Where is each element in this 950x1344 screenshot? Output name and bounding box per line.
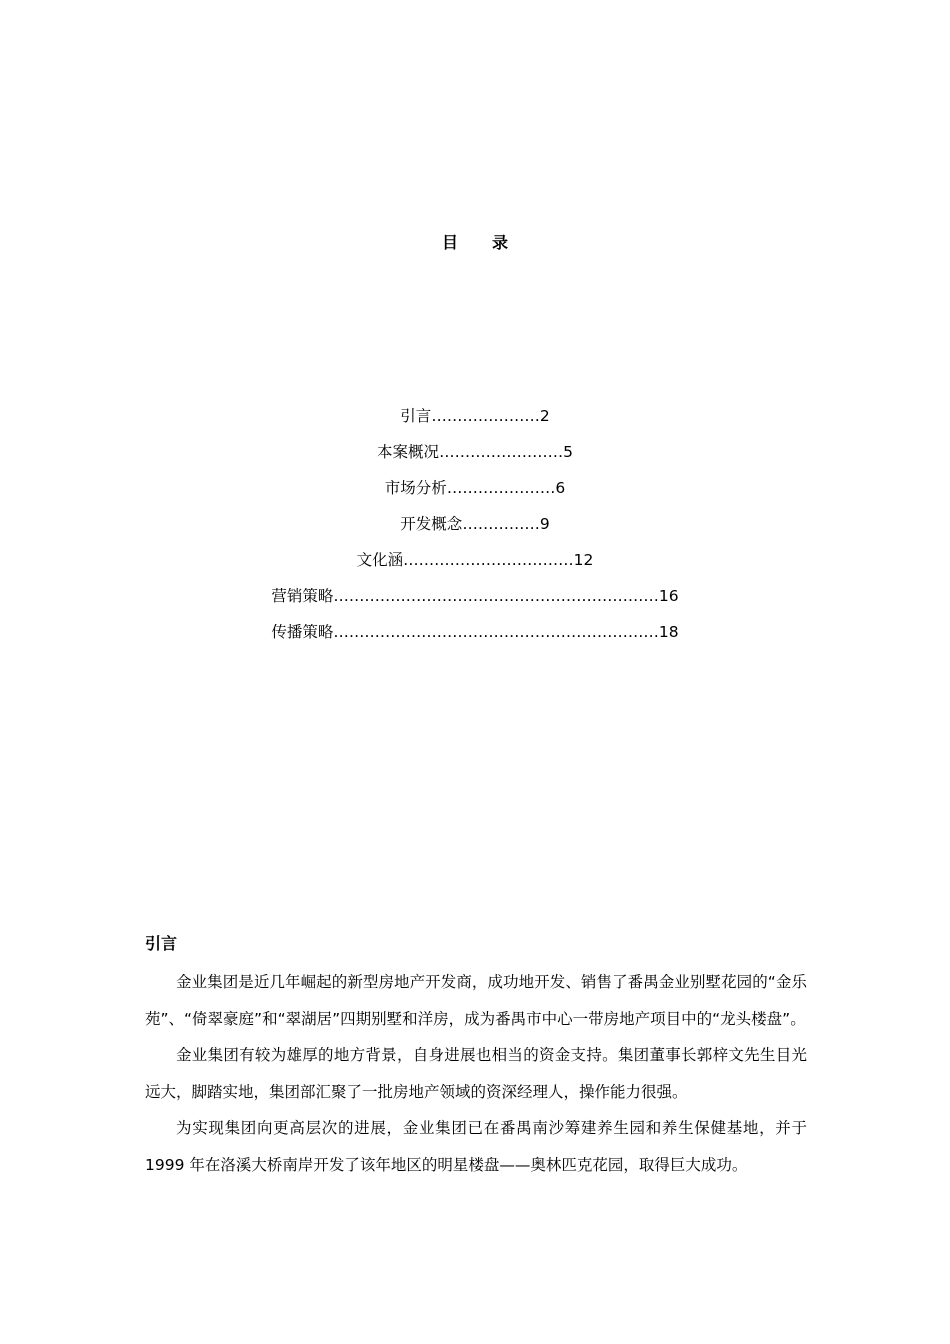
toc-entry-page: 2 bbox=[539, 407, 550, 425]
toc-entry[interactable] bbox=[0, 583, 950, 619]
toc-entry-page: 5 bbox=[563, 443, 573, 461]
toc-entry-page: 16 bbox=[658, 587, 679, 605]
intro-paragraph: 金业集团是近几年崛起的新型房地产开发商，成功地开发、销售了番禺金业别墅花园的“金乐苑”、“倚翠豪庭”和“翠湖居”四期别墅和洋房，成为番禺市中心一带房地产项目中的“龙头楼盘”。 bbox=[145, 973, 807, 1028]
toc-entry-page: 12 bbox=[573, 551, 594, 569]
toc-title-char-2: 录 bbox=[492, 233, 509, 252]
intro-paragraph: 金业集团有较为雄厚的地方背景，自身进展也相当的资金支持。集团董事长郭梓文先生目光远大，脚踏实地，集团部汇聚了一批房地产领域的资深经理人，操作能力很强。 bbox=[145, 1046, 807, 1101]
toc-entry[interactable] bbox=[0, 475, 950, 511]
toc-entry[interactable] bbox=[0, 439, 950, 475]
toc-title-char-1: 目 bbox=[441, 233, 458, 252]
toc-entry[interactable] bbox=[0, 619, 950, 655]
toc-list bbox=[0, 403, 950, 655]
section-heading-intro: 引言 bbox=[145, 934, 178, 953]
toc-entry[interactable] bbox=[0, 403, 950, 439]
toc-entry-label: 开发概念 bbox=[400, 515, 463, 533]
toc-entry-label: 本案概况 bbox=[377, 443, 440, 461]
intro-paragraph: 为实现集团向更高层次的进展，金业集团已在番禺南沙筹建养生园和养生保健基地，并于 1999 年在洛溪大桥南岸开发了该年地区的明星楼盘——奥林匹克花园，取得巨大成功。 bbox=[145, 1119, 807, 1174]
toc-entry-leader: ……………………………………………………… bbox=[333, 587, 659, 605]
toc-entry-leader: …………………………… bbox=[403, 551, 574, 569]
toc-entry-page: 9 bbox=[539, 515, 550, 533]
toc-entry-page: 6 bbox=[555, 479, 566, 497]
toc-entry-label: 营销策略 bbox=[271, 587, 334, 605]
toc-title bbox=[0, 230, 950, 253]
toc-entry-leader: ………………… bbox=[446, 479, 556, 497]
toc-entry-label: 引言 bbox=[400, 407, 432, 425]
toc-entry-leader: ……………………………………………………… bbox=[333, 623, 659, 641]
toc-entry-label: 市场分析 bbox=[384, 479, 447, 497]
toc-entry[interactable] bbox=[0, 547, 950, 583]
toc-entry-leader: ………………… bbox=[431, 407, 540, 425]
toc-entry-leader: …………… bbox=[462, 515, 540, 533]
toc-entry-leader: …………………… bbox=[439, 443, 564, 461]
toc-entry[interactable] bbox=[0, 511, 950, 547]
toc-entry-label: 文化涵 bbox=[356, 551, 404, 569]
toc-entry-label: 传播策略 bbox=[271, 623, 334, 641]
intro-body bbox=[145, 964, 807, 1183]
toc-entry-page: 18 bbox=[658, 623, 679, 641]
